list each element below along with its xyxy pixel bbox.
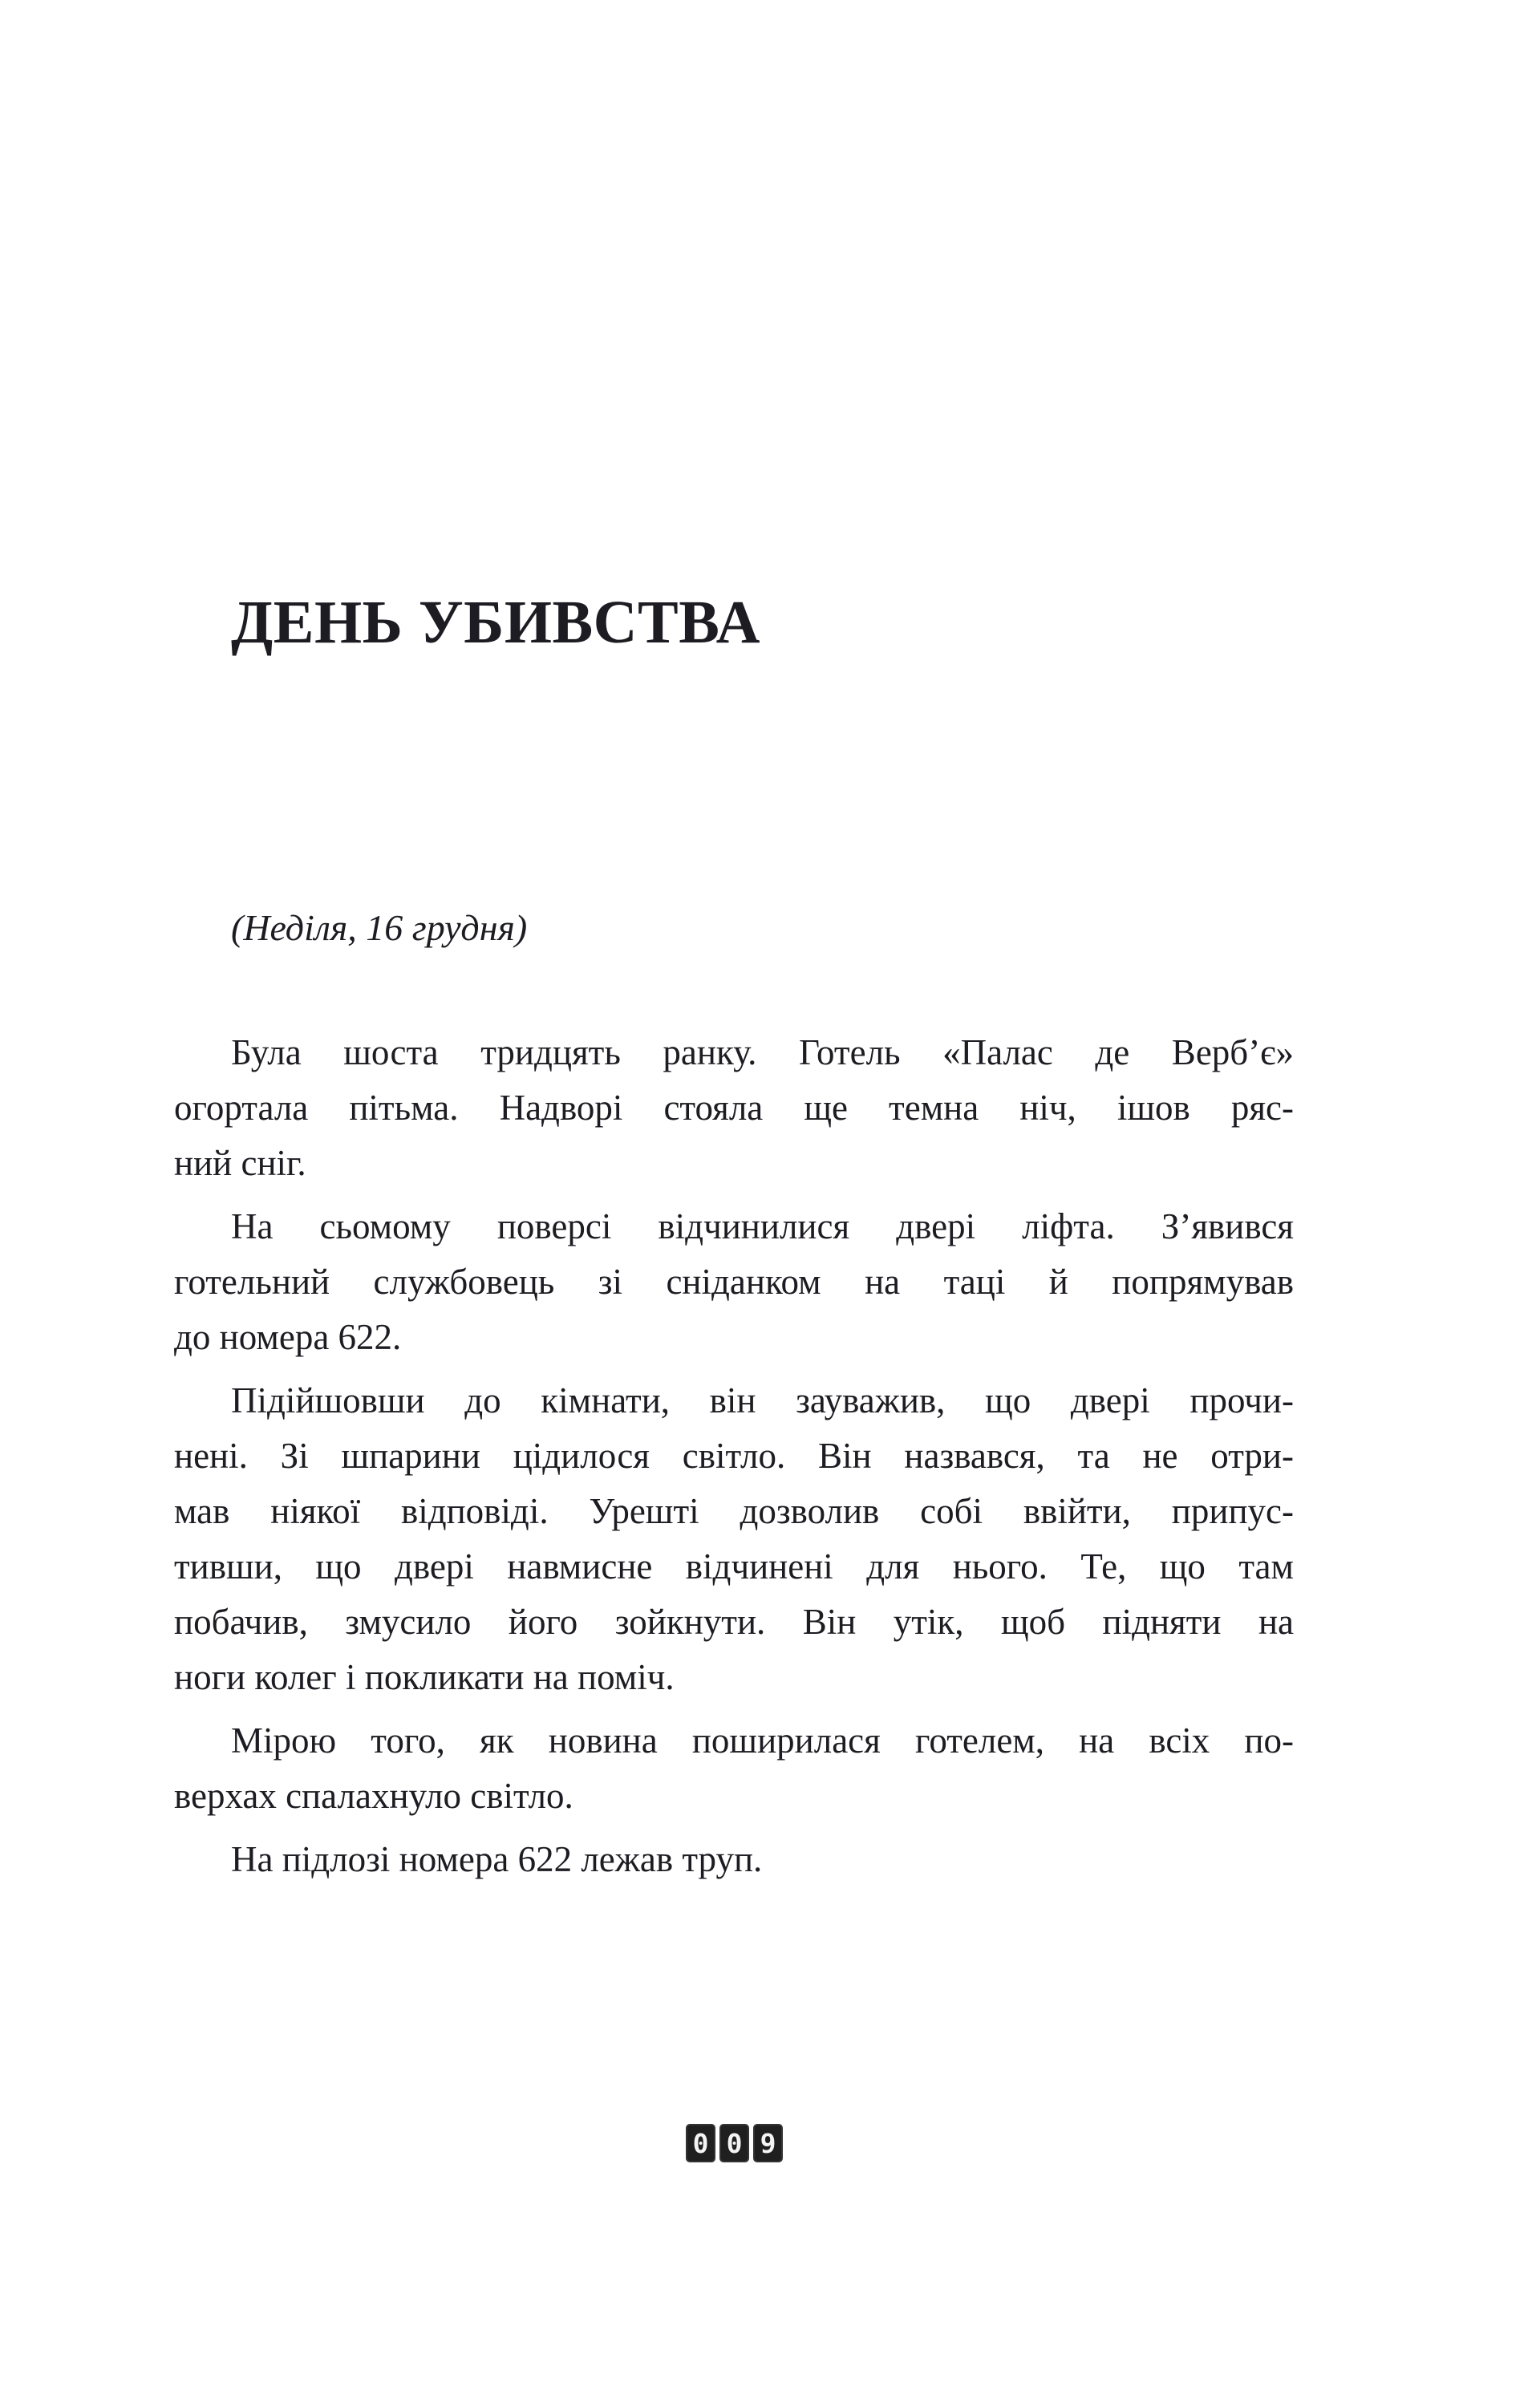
page-number-digit: 0 bbox=[686, 2124, 715, 2162]
paragraph bbox=[174, 1713, 1294, 1824]
text-line: готельний службовець зі сніданком на таці й попрямував bbox=[174, 1262, 1294, 1302]
text-line: нені. Зі шпарини цідилося світло. Він назвався, та не отри- bbox=[174, 1436, 1294, 1476]
page-number bbox=[686, 2124, 783, 2162]
text-line: до номера 622. bbox=[174, 1317, 402, 1357]
text-line: На підлозі номера 622 лежав труп. bbox=[231, 1839, 763, 1879]
text-line: Мірою того, як новина поширилася готелем, на всіх по- bbox=[231, 1720, 1294, 1761]
text-line: ний сніг. bbox=[174, 1143, 306, 1183]
chapter-dateline: (Неділя, 16 грудня) bbox=[231, 907, 528, 948]
paragraph bbox=[174, 1373, 1294, 1705]
paragraph bbox=[174, 1832, 1294, 1887]
paragraph bbox=[174, 1199, 1294, 1365]
body-text bbox=[174, 1025, 1294, 1887]
text-line: На сьомому поверсі відчинилися двері ліфта. З’явився bbox=[231, 1206, 1294, 1246]
text-line: тивши, що двері навмисне відчинені для нього. Те, що там bbox=[174, 1546, 1294, 1587]
page-number-digit: 9 bbox=[753, 2124, 783, 2162]
paragraph bbox=[174, 1025, 1294, 1191]
text-line: Підійшовши до кімнати, він зауважив, що двері прочи- bbox=[231, 1380, 1294, 1420]
page-number-digit: 0 bbox=[719, 2124, 749, 2162]
text-line: мав ніякої відповіді. Урешті дозволив собі ввійти, припус- bbox=[174, 1491, 1294, 1531]
text-line: огортала пітьма. Надворі стояла ще темна ніч, ішов ряс- bbox=[174, 1088, 1294, 1128]
text-line: побачив, змусило його зойкнути. Він утік, щоб підняти на bbox=[174, 1602, 1294, 1642]
text-line: ноги колег і покликати на поміч. bbox=[174, 1657, 675, 1697]
text-line: верхах спалахнуло світло. bbox=[174, 1776, 573, 1816]
text-line: Була шоста тридцять ранку. Готель «Палас де Верб’є» bbox=[231, 1032, 1294, 1072]
chapter-title: ДЕНЬ УБИВСТВА bbox=[231, 588, 761, 656]
